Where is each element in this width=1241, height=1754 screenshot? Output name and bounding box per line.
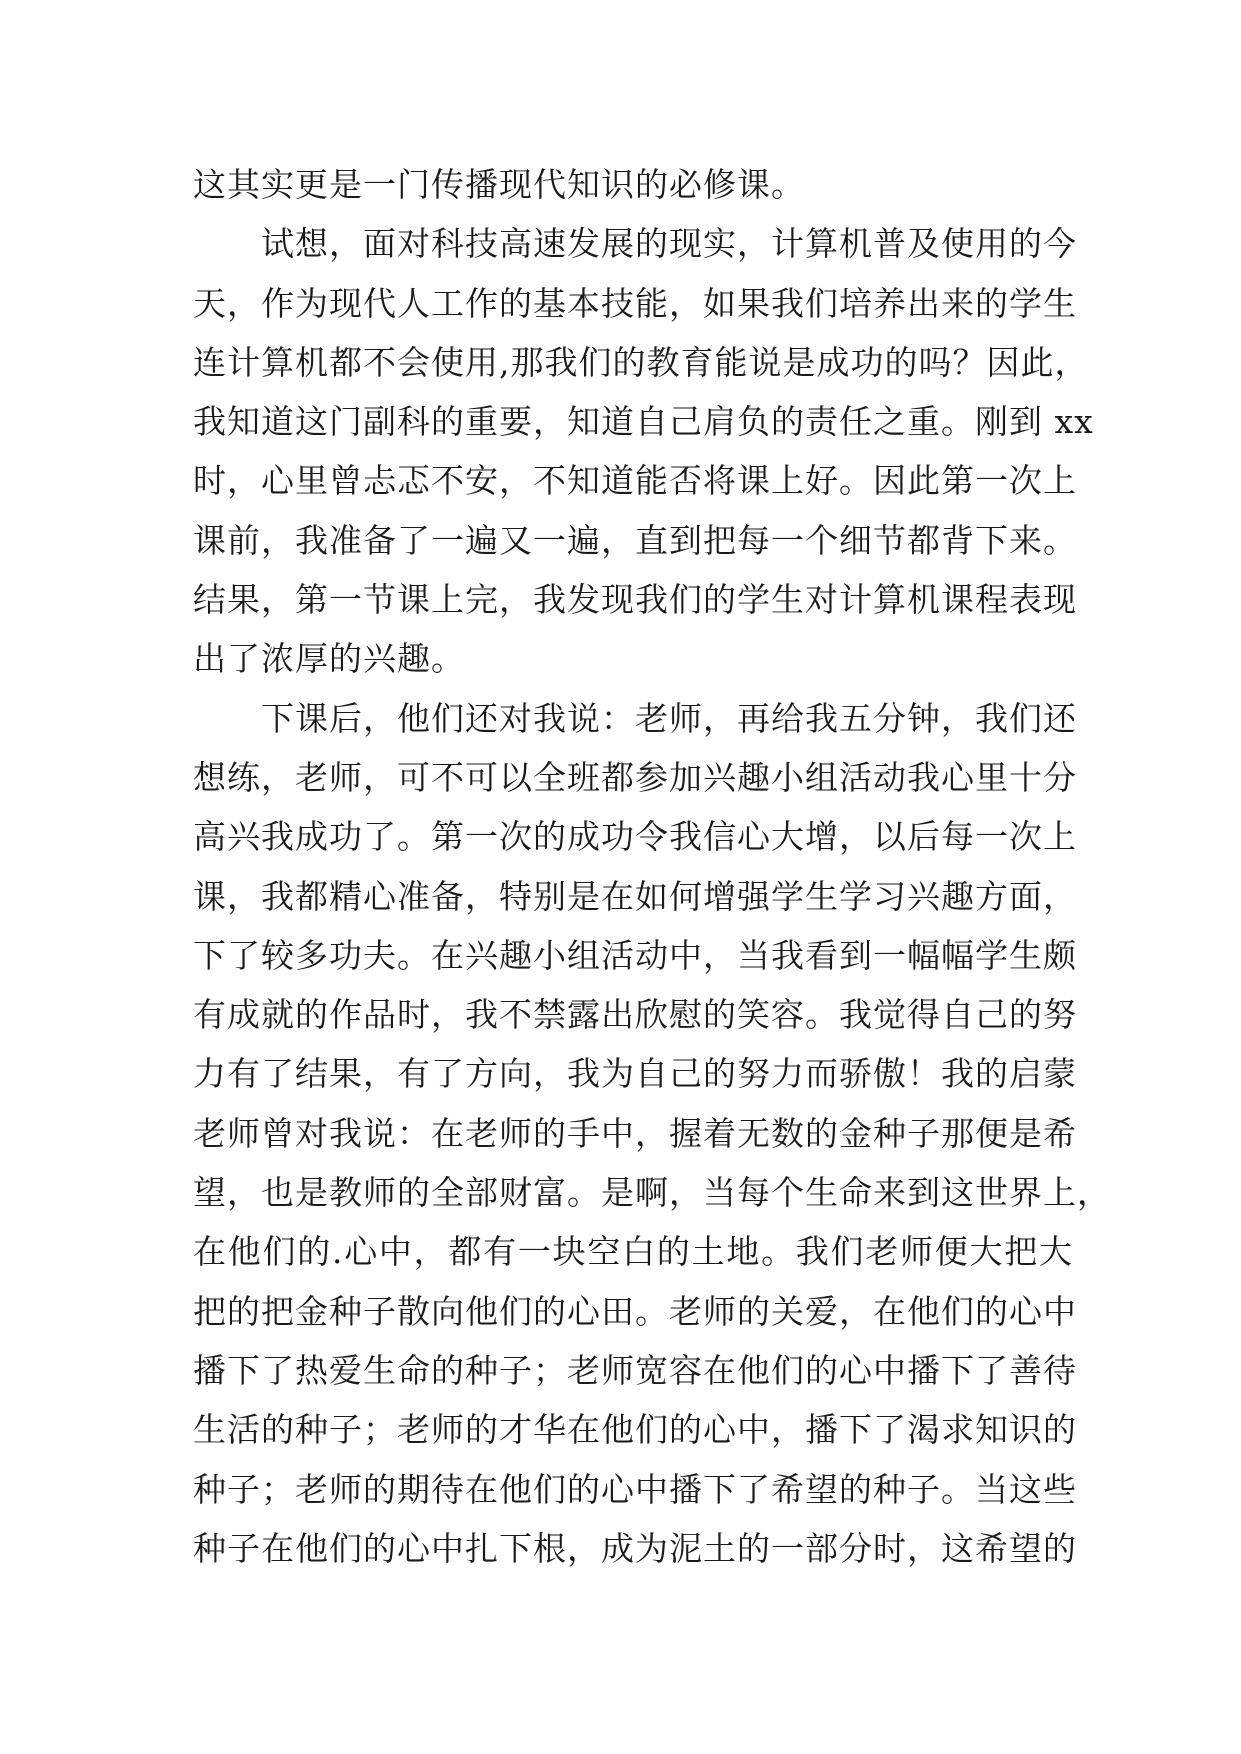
text-line: 课，我都精心准备，特别是在如何增强学生学习兴趣方面， xyxy=(193,876,1077,916)
text-line: 这其实更是一门传播现代知识的必修课。 xyxy=(193,165,805,204)
text-line: 试想，面对科技高速发展的现实，计算机普及使用的今 xyxy=(261,224,1077,264)
text-line: 下课后，他们还对我说：老师，再给我五分钟，我们还 xyxy=(261,698,1077,738)
text-line: 想练，老师，可不可以全班都参加兴趣小组活动我心里十分 xyxy=(193,757,1077,797)
text-line: 种子在他们的心中扎下根，成为泥土的一部分时，这希望的 xyxy=(193,1528,1077,1568)
text-line: 下了较多功夫。在兴趣小组活动中，当我看到一幅幅学生颇 xyxy=(193,935,1077,975)
body-text xyxy=(193,155,1111,1578)
text-line: 有成就的作品时，我不禁露出欣慰的笑容。我觉得自己的努 xyxy=(193,995,1077,1035)
text-line: 老师曾对我说：在老师的手中，握着无数的金种子那便是希 xyxy=(193,1113,1077,1153)
text-line: 天，作为现代人工作的基本技能，如果我们培养出来的学生 xyxy=(193,283,1077,323)
text-line: 时，心里曾忐忑不安，不知道能否将课上好。因此第一次上 xyxy=(193,461,1077,501)
text-line: 结果，第一节课上完，我发现我们的学生对计算机课程表现 xyxy=(193,580,1077,620)
text-line: 把的把金种子散向他们的心田。老师的关爱，在他们的心中 xyxy=(193,1291,1077,1331)
text-line: 在他们的.心中，都有一块空白的土地。我们老师便大把大 xyxy=(193,1232,1073,1272)
text-line: 我知道这门副科的重要，知道自己肩负的责任之重。刚到 xx xyxy=(193,402,1094,442)
text-line: 生活的种子；老师的才华在他们的心中，播下了渴求知识的 xyxy=(193,1410,1077,1450)
text-line: 力有了结果，有了方向，我为自己的努力而骄傲！我的启蒙 xyxy=(193,1054,1077,1094)
text-line: 种子；老师的期待在他们的心中播下了希望的种子。当这些 xyxy=(193,1469,1077,1509)
text-line: 连计算机都不会使用,那我们的教育能说是成功的吗？因此， xyxy=(193,342,1089,382)
text-line: 出了浓厚的兴趣。 xyxy=(193,639,465,679)
text-line: 课前，我准备了一遍又一遍，直到把每一个细节都背下来。 xyxy=(193,520,1077,560)
text-line: 播下了热爱生命的种子；老师宽容在他们的心中播下了善待 xyxy=(193,1350,1077,1390)
text-line: 高兴我成功了。第一次的成功令我信心大增，以后每一次上 xyxy=(193,817,1077,857)
text-line: 望，也是教师的全部财富。是啊，当每个生命来到这世界上， xyxy=(193,1173,1111,1213)
